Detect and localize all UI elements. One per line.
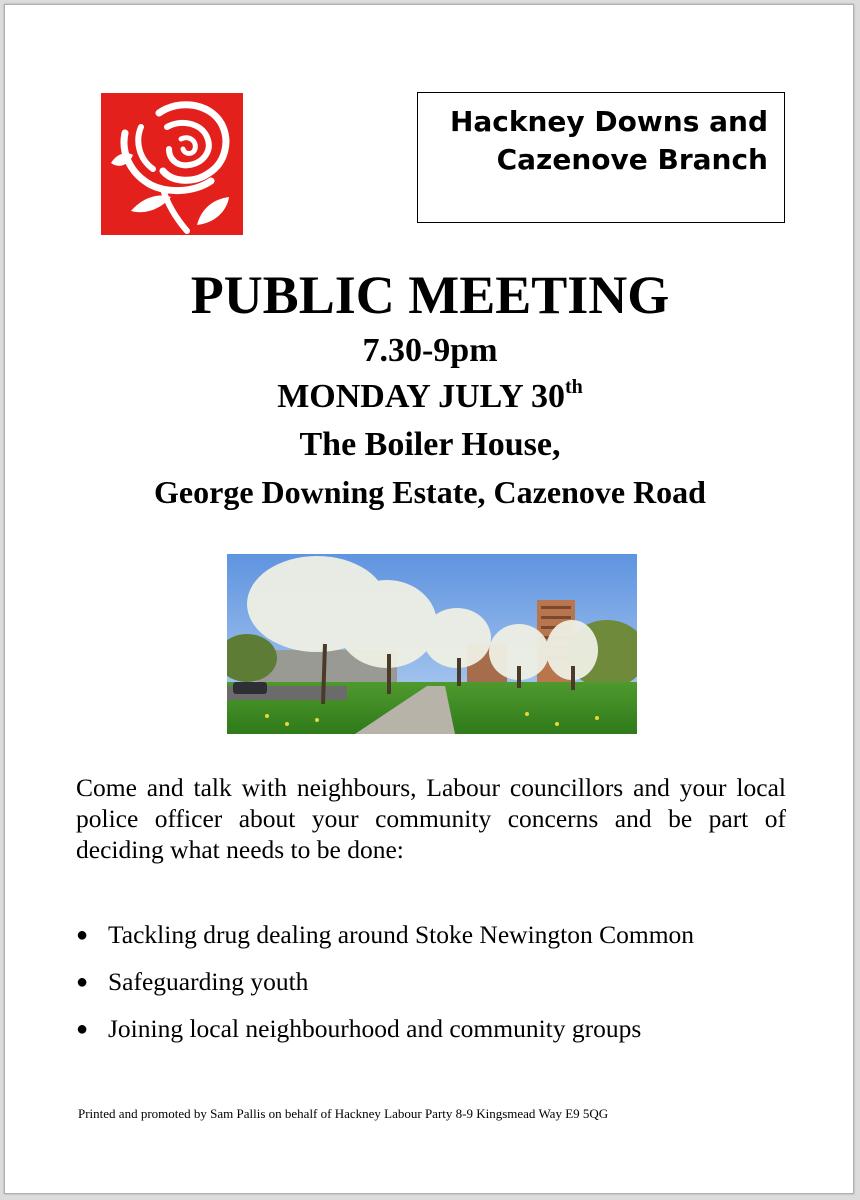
bullet-dot-icon: ● — [76, 1018, 89, 1040]
rose-logo-icon — [101, 93, 243, 235]
event-address: George Downing Estate, Cazenove Road — [154, 474, 706, 510]
list-item-text: Tackling drug dealing around Stoke Newington Common — [108, 920, 695, 949]
event-title: PUBLIC MEETING — [190, 265, 670, 325]
event-venue: The Boiler House, — [299, 426, 561, 463]
list-item-text: Safeguarding youth — [108, 967, 309, 996]
list-item — [76, 915, 796, 962]
event-date-text: MONDAY JULY 30 — [277, 378, 565, 415]
list-item — [76, 1009, 796, 1056]
event-time: 7.30-9pm — [362, 332, 498, 369]
list-item-text: Joining local neighbourhood and community groups — [108, 1014, 642, 1043]
branch-line-1: Hackney Downs and — [449, 105, 768, 138]
bullet-dot-icon: ● — [76, 924, 89, 946]
imprint-footer: Printed and promoted by Sam Pallis on behalf of Hackney Labour Party 8-9 Kingsmead Way E9 5QG — [78, 1106, 609, 1121]
event-date — [0, 375, 860, 419]
concerns-list — [76, 915, 796, 1056]
intro-paragraph: Come and talk with neighbours, Labour councillors and your local police officer about your community concerns and be part of deciding what needs to be done: — [76, 773, 786, 864]
branch-name-box — [417, 92, 785, 223]
event-date-suffix: th — [564, 376, 583, 398]
branch-line-2: Cazenove Branch — [496, 143, 768, 176]
estate-photo — [227, 554, 637, 734]
bullet-dot-icon: ● — [76, 971, 89, 993]
list-item — [76, 962, 796, 1009]
